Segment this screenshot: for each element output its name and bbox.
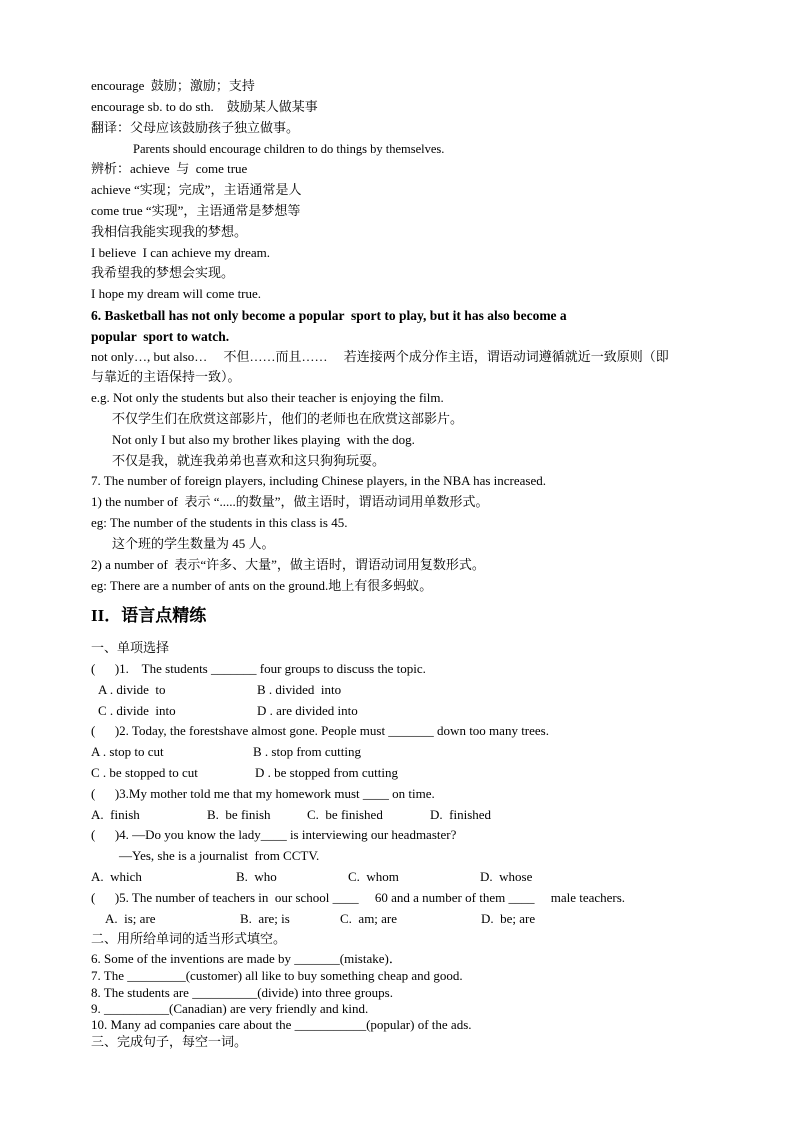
rule-the-number-of: 1) the number of 表示 “.....的数量”，做主语时，谓语动词用单数形式。 (91, 494, 489, 509)
q5-option-d: D. be; are (481, 911, 536, 926)
translation-answer: Parents should encourage children to do things by themselves. (133, 142, 445, 156)
q1-option-c: C . divide into (98, 703, 176, 718)
question-2: ( )2. Today, the forestshave almost gone. People must _______ down too many trees. (91, 723, 549, 738)
q2-option-b: B . stop from cutting (253, 744, 361, 759)
fill-question-9: 9. __________(Canadian) are very friendly and kind. (91, 1001, 369, 1016)
q1-option-a: A . divide to (98, 682, 166, 697)
subsection-fill-blank: 二、用所给单词的适当形式填空。 (91, 931, 287, 946)
example-en-4: Not only I but also my brother likes playing with the dog. (112, 432, 415, 447)
q5-option-c: C. am; are (340, 911, 398, 926)
subsection-single-choice: 一、单项选择 (91, 640, 170, 655)
example-cn-1: 我相信我能实现我的梦想。 (91, 224, 248, 239)
section-heading: II．语言点精练 (91, 606, 207, 625)
q2-option-a: A . stop to cut (91, 744, 164, 759)
question-3: ( )3.My mother told me that my homework must ____ on time. (91, 786, 435, 801)
q4-option-a: A. which (91, 869, 142, 884)
q4-option-d: D. whose (480, 869, 533, 884)
q3-option-d: D. finished (430, 807, 492, 822)
example-cn-4: 不仅是我，就连我弟弟也喜欢和这只狗狗玩耍。 (112, 453, 386, 468)
point-7-title: 7. The number of foreign players, including Chinese players, in the NBA has increased. (91, 473, 547, 488)
q5-option-a: A. is; are (105, 911, 156, 926)
fill-question-8: 8. The students are __________(divide) into three groups. (91, 985, 393, 1000)
come-true-note: come true “实现”，主语通常是梦想等 (91, 203, 301, 218)
example-cn-3: 不仅学生们在欣赏这部影片，他们的老师也在欣赏这部影片。 (112, 411, 464, 426)
fill-question-7: 7. The _________(customer) all like to buy something cheap and good. (91, 968, 463, 983)
achieve-note: achieve “实现；完成”，主语通常是人 (91, 182, 302, 197)
q2-option-d: D . be stopped from cutting (255, 765, 398, 780)
comparison-heading: 辨析：achieve 与 come true (91, 161, 248, 176)
q3-option-b: B. be finish (207, 807, 271, 822)
example-en-3: e.g. Not only the students but also their teacher is enjoying the film. (91, 390, 444, 405)
example-en-5: eg: The number of the students in this class is 45. (91, 515, 348, 530)
question-4-response: —Yes, she is a journalist from CCTV. (119, 848, 320, 863)
question-5: ( )5. The number of teachers in our school ____ 60 and a number of them ____ male teachers. (91, 890, 626, 905)
vocab-encourage: encourage 鼓励；激励；支持 (91, 78, 255, 93)
fill-question-6: 6. Some of the inventions are made by _______(mistake)． (91, 951, 402, 966)
q2-option-c: C . be stopped to cut (91, 765, 198, 780)
question-1: ( )1. The students _______ four groups to discuss the topic. (91, 661, 426, 676)
not-only-rule: not only…, but also… 不但……而且…… 若连接两个成分作主语，谓语动词遵循就近一致原则（即 (91, 349, 669, 364)
example-cn-2: 我希望我的梦想会实现。 (91, 265, 235, 280)
q1-option-d: D . are divided into (257, 703, 358, 718)
example-en-2: I hope my dream will come true. (91, 286, 262, 301)
fill-question-10: 10. Many ad companies care about the ___________(popular) of the ads. (91, 1017, 472, 1032)
example-en-6: eg: There are a number of ants on the ground.地上有很多蚂蚁。 (91, 578, 433, 593)
question-4: ( )4. —Do you know the lady____ is interviewing our headmaster? (91, 827, 457, 842)
q4-option-b: B. who (236, 869, 277, 884)
phrase-encourage-sb: encourage sb. to do sth. 鼓励某人做某事 (91, 99, 318, 114)
q3-option-c: C. be finished (307, 807, 383, 822)
q4-option-c: C. whom (348, 869, 399, 884)
translation-prompt: 翻译：父母应该鼓励孩子独立做事。 (91, 120, 300, 135)
subsection-complete-sentences: 三、完成句子，每空一词。 (91, 1034, 248, 1049)
example-en-1: I believe I can achieve my dream. (91, 245, 271, 260)
point-6-title: 6. Basketball has not only become a popular sport to play, but it has also become a (91, 308, 567, 323)
example-cn-5: 这个班的学生数量为 45 人。 (112, 536, 275, 551)
point-6-title-cont: popular sport to watch. (91, 329, 230, 344)
q1-option-b: B . divided into (257, 682, 342, 697)
q5-option-b: B. are; is (240, 911, 290, 926)
not-only-rule-cont: 与靠近的主语保持一致）。 (91, 369, 241, 384)
q3-option-a: A. finish (91, 807, 140, 822)
rule-a-number-of: 2) a number of 表示“许多、大量”，做主语时，谓语动词用复数形式。 (91, 557, 485, 572)
